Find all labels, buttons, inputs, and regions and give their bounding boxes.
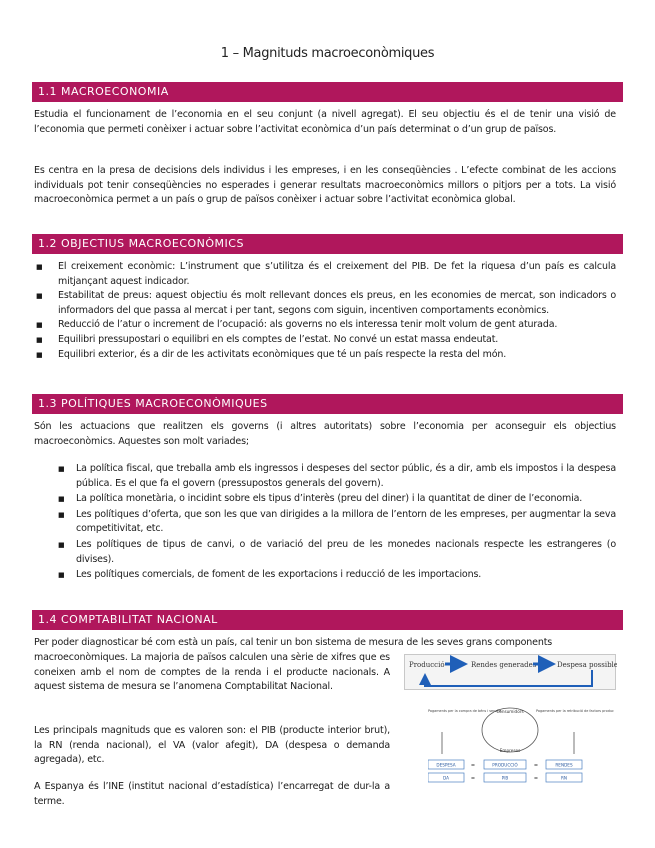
objectives-list <box>36 260 616 362</box>
right-note: Pagaments per la retribució de factors productius <box>536 709 614 713</box>
equals-sign: = <box>533 762 539 769</box>
da-label: DA <box>442 775 450 781</box>
return-arrow-icon <box>425 670 592 686</box>
section-heading-macroeconomia: 1.1 MACROECONOMIA <box>32 82 623 102</box>
paragraph: Per poder diagnosticar bé com està un país, cal tenir un bon sistema de mesura de les seves grans components <box>34 637 553 648</box>
list-item: ■ Equilibri pressupostari o equilibri en els comptes de l’estat. No convé un estat massa endeutat. <box>58 333 616 348</box>
list-item: ■ Les polítiques comercials, de foment de les exportacions i reducció de les importacions. <box>76 568 616 583</box>
rn-label: RN <box>560 775 568 781</box>
list-item: ■ Les polítiques d’oferta, que son les que van dirigides a la millora de l’entorn de les empreses, per augmentar la seva competitivitat, etc. <box>58 508 616 535</box>
paragraph: macroeconòmiques. La majoria de països calculen una sèrie de xifres que es coneixen amb el nom de comptes de la renda i el producte nacionals. A aquest sistema de mesura se l’anomena Comptabilitat Nacional. <box>34 652 390 693</box>
bullet-icon: ■ <box>58 571 65 580</box>
flow-diagram <box>405 655 617 691</box>
bullet-icon: ■ <box>36 292 43 301</box>
list-item: ■ Les polítiques de tipus de canvi, o de variació del preu de les monedes nacionals respecte les estrangeres (o divises). <box>58 538 616 565</box>
bullet-icon: ■ <box>36 263 43 271</box>
flow-step-production: Producció <box>409 661 445 669</box>
circular-flow-figure <box>428 704 614 784</box>
flow-step-income: Rendes generades <box>471 661 537 669</box>
paragraph: Les principals magnituds que es valoren son: el PIB (producte interior brut), la RN (renda nacional), el VA (valor afegit), DA (despesa o demanda agregada), etc. <box>34 725 390 766</box>
paragraph: Es centra en la presa de decisions dels individus i les empreses, i en les conseqüències . L’efecte combinat de les accions individuals pot tenir conseqüències no esperades i generar resultats macroeconòmics millors o pitjors per a tots. La visió macroeconòmica permet a un país o grup de països conèixer i actuar sobre l’activitat econòmica global. <box>34 165 616 206</box>
income-label: RENDES <box>555 762 573 768</box>
section-heading-comptabilitat: 1.4 COMPTABILITAT NACIONAL <box>32 610 623 630</box>
flow-step-spending: Despesa possible <box>557 661 617 669</box>
equals-sign: = <box>533 775 539 782</box>
left-note: Pagaments per la compra de béns i serveis <box>428 709 502 713</box>
paragraph: Estudia el funcionament de l’economia en el seu conjunt (a nivell agregat). El seu objectiu és el de tenir una visió de l’economia que permeti conèixer i actuar sobre l’activitat econòmica d’un país determinat o d’un grup de països. <box>34 109 616 135</box>
list-item: ■ La política fiscal, que treballa amb els ingressos i despeses del sector públic, és a dir, amb els impostos i la despesa pública. Es el que fa el govern (pressupostos generals del govern). <box>58 463 616 489</box>
list-item: ■ La política monetària, o incidint sobre els tipus d’interès (preu del diner) i la quantitat de diner de l’economia. <box>76 492 616 507</box>
equals-sign: = <box>470 762 476 769</box>
spending-label: DESPESA <box>436 762 456 768</box>
bullet-icon: ■ <box>58 540 65 549</box>
paragraph: Són les actuacions que realitzen els governs (i altres autoritats) sobre l’economia per aconseguir els objectius macroeconòmics. Aquestes son molt variades; <box>34 421 616 447</box>
section-heading-objectius: 1.2 OBJECTIUS MACROECONÒMICS <box>32 234 623 254</box>
consumers-node: Consumidors <box>496 709 524 714</box>
list-item: ■ El creixement econòmic: L’instrument que s’utilitza és el creixement del PIB. De fet la riquesa d’un país es calcula mitjançant aquest indicador. <box>36 261 616 287</box>
document-title: 1 – Magnituds macroeconòmiques <box>220 46 435 61</box>
firms-node: Empreses <box>499 748 521 753</box>
circular-flow-diagram <box>428 704 614 784</box>
section-heading-politiques: 1.3 POLÍTIQUES MACROECONÒMIQUES <box>32 394 623 414</box>
bullet-icon: ■ <box>58 495 65 504</box>
production-flow-figure <box>404 654 616 690</box>
policies-list <box>58 462 616 584</box>
bullet-icon: ■ <box>58 465 65 473</box>
bullet-icon: ■ <box>36 350 43 359</box>
equals-sign: = <box>470 775 476 782</box>
bullet-icon: ■ <box>58 510 65 519</box>
list-item: ■ Reducció de l’atur o increment de l’ocupació: als governs no els interessa tenir molt volum de gent aturada. <box>58 318 616 333</box>
list-item: ■ Estabilitat de preus: aquest objectiu és molt rellevant donces els preus, en les economies de mercat, son indicadors o informadors del que passa al mercat i per tant, segons com siguin, incentiven comportaments econòmics. <box>36 290 616 316</box>
pib-label: PIB <box>501 775 509 781</box>
production-label: PRODUCCIÓ <box>492 762 518 768</box>
list-item: ■ Equilibri exterior, és a dir de les activitats econòmiques que té un país respecte la resta del món. <box>58 348 616 363</box>
bullet-icon: ■ <box>36 335 43 344</box>
circular-flow-ring <box>482 708 538 752</box>
paragraph: A Espanya és l’INE (institut nacional d’estadística) l’encarregat de dur-la a terme. <box>34 781 390 807</box>
bullet-icon: ■ <box>36 321 43 330</box>
